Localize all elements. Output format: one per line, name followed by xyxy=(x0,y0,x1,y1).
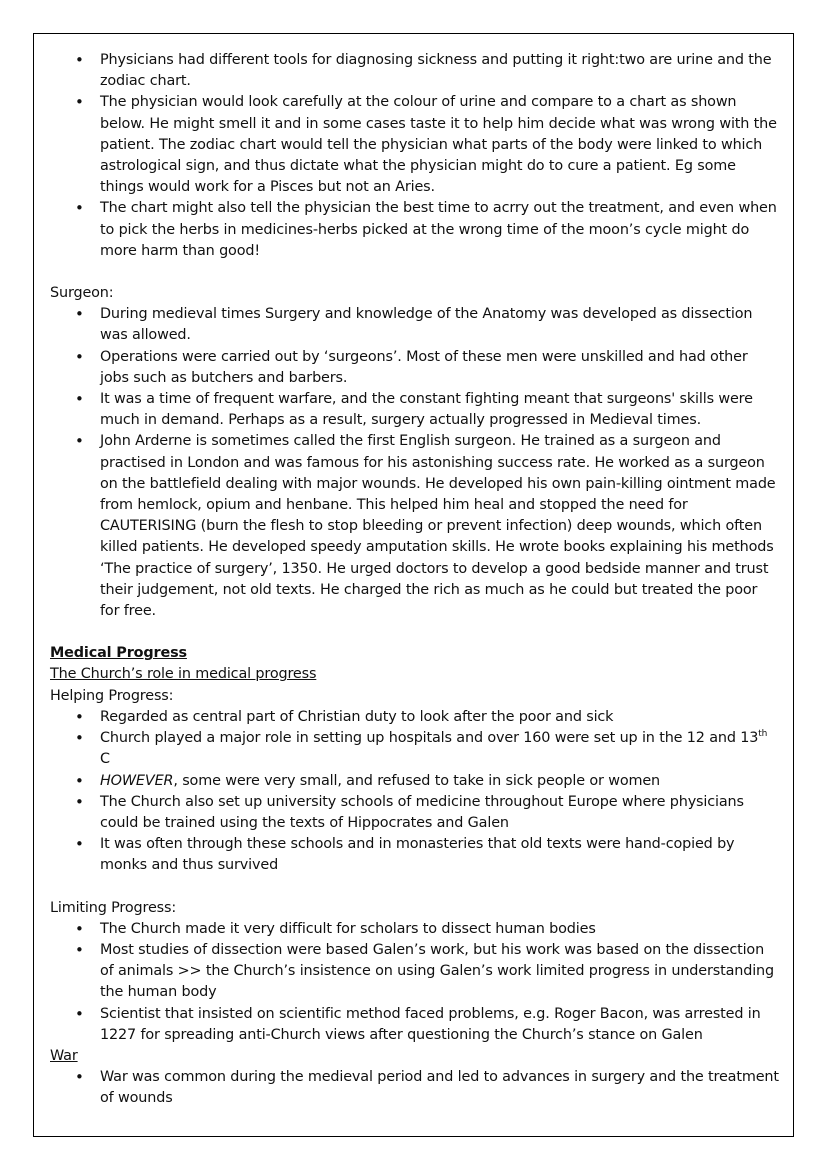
list-item: • It was often through these schools and in monasteries that old texts were hand-copied by monks and thus survived xyxy=(50,834,780,876)
limiting-progress-heading: Limiting Progress: xyxy=(50,899,177,916)
list-item: • During medieval times Surgery and knowledge of the Anatomy was developed as dissection was allowed. xyxy=(50,304,780,346)
church-role-subheading: The Church’s role in medical progress xyxy=(50,666,317,683)
list-item: • The Church also set up university schools of medicine throughout Europe where physicians could be trained using the texts of Hippocrates and Galen xyxy=(50,792,780,834)
list-item xyxy=(50,771,780,792)
list-item: • Physicians had different tools for diagnosing sickness and putting it right:two are urine and the zodiac chart. xyxy=(50,50,780,92)
superscript-th: th xyxy=(758,729,768,740)
list-item xyxy=(50,728,780,770)
list-item: • The physician would look carefully at the colour of urine and compare to a chart as shown below. He might smell it and in some cases taste it to help him decide what was wrong with the patient. The zodiac chart would tell the physician what parts of the body were linked to which astrological sign, and thus dictate what the physician might do to cure a patient. Eg some things would work for a Pisces but not an Aries. xyxy=(50,92,780,198)
however-emphasis: HOWEVER xyxy=(100,772,174,789)
list-item-text: Church played a major role in setting up hospitals and over 160 were set up in the 12 and 13 xyxy=(100,730,759,747)
list-item: • War was common during the medieval period and led to advances in surgery and the treatment of wounds xyxy=(50,1067,780,1109)
intro-list xyxy=(50,50,780,262)
list-item-text: , some were very small, and refused to take in sick people or women xyxy=(173,772,661,789)
list-item-tail: C xyxy=(100,751,110,768)
war-heading: War xyxy=(50,1047,78,1064)
surgeon-heading: Surgeon: xyxy=(50,285,114,302)
list-item: • Operations were carried out by ‘surgeons’. Most of these men were unskilled and had other jobs such as butchers and barbers. xyxy=(50,347,780,389)
helping-list xyxy=(50,707,780,877)
list-item: • Most studies of dissection were based Galen’s work, but his work was based on the dissection of animals >> the Church’s insistence on using Galen’s work limited progress in understanding the human body xyxy=(50,940,780,1004)
document-body xyxy=(50,50,780,1110)
war-list xyxy=(50,1067,780,1109)
list-item: • The Church made it very difficult for scholars to dissect human bodies xyxy=(50,919,780,940)
list-item: • Scientist that insisted on scientific method faced problems, e.g. Roger Bacon, was arrested in 1227 for spreading anti-Church views after questioning the Church’s stance on Galen xyxy=(50,1004,780,1046)
list-item: • It was a time of frequent warfare, and the constant fighting meant that surgeons' skills were much in demand. Perhaps as a result, surgery actually progressed in Medieval times. xyxy=(50,389,780,431)
helping-progress-heading: Helping Progress: xyxy=(50,687,174,704)
list-item: • John Arderne is sometimes called the first English surgeon. He trained as a surgeon and practised in London and was famous for his astonishing success rate. He worked as a surgeon on the battlefield dealing with major wounds. He developed his own pain-killing ointment made from hemlock, opium and henbane. This helped him heal and stopped the need for CAUTERISING (burn the flesh to stop bleeding or prevent infection) deep wounds, which often killed patients. He developed speedy amputation skills. He wrote books explaining his methods ‘The practice of surgery’, 1350. He urged doctors to develop a good bedside manner and trust their judgement, not old texts. He charged the rich as much as he could but treated the poor for free. xyxy=(50,431,780,622)
list-item: • The chart might also tell the physician the best time to acrry out the treatment, and even when to pick the herbs in medicines-herbs picked at the wrong time of the moon’s cycle might do more harm than good! xyxy=(50,198,780,262)
limiting-list xyxy=(50,919,780,1046)
surgeon-list xyxy=(50,304,780,622)
medical-progress-heading: Medical Progress xyxy=(50,645,187,662)
list-item: • Regarded as central part of Christian duty to look after the poor and sick xyxy=(50,707,780,728)
